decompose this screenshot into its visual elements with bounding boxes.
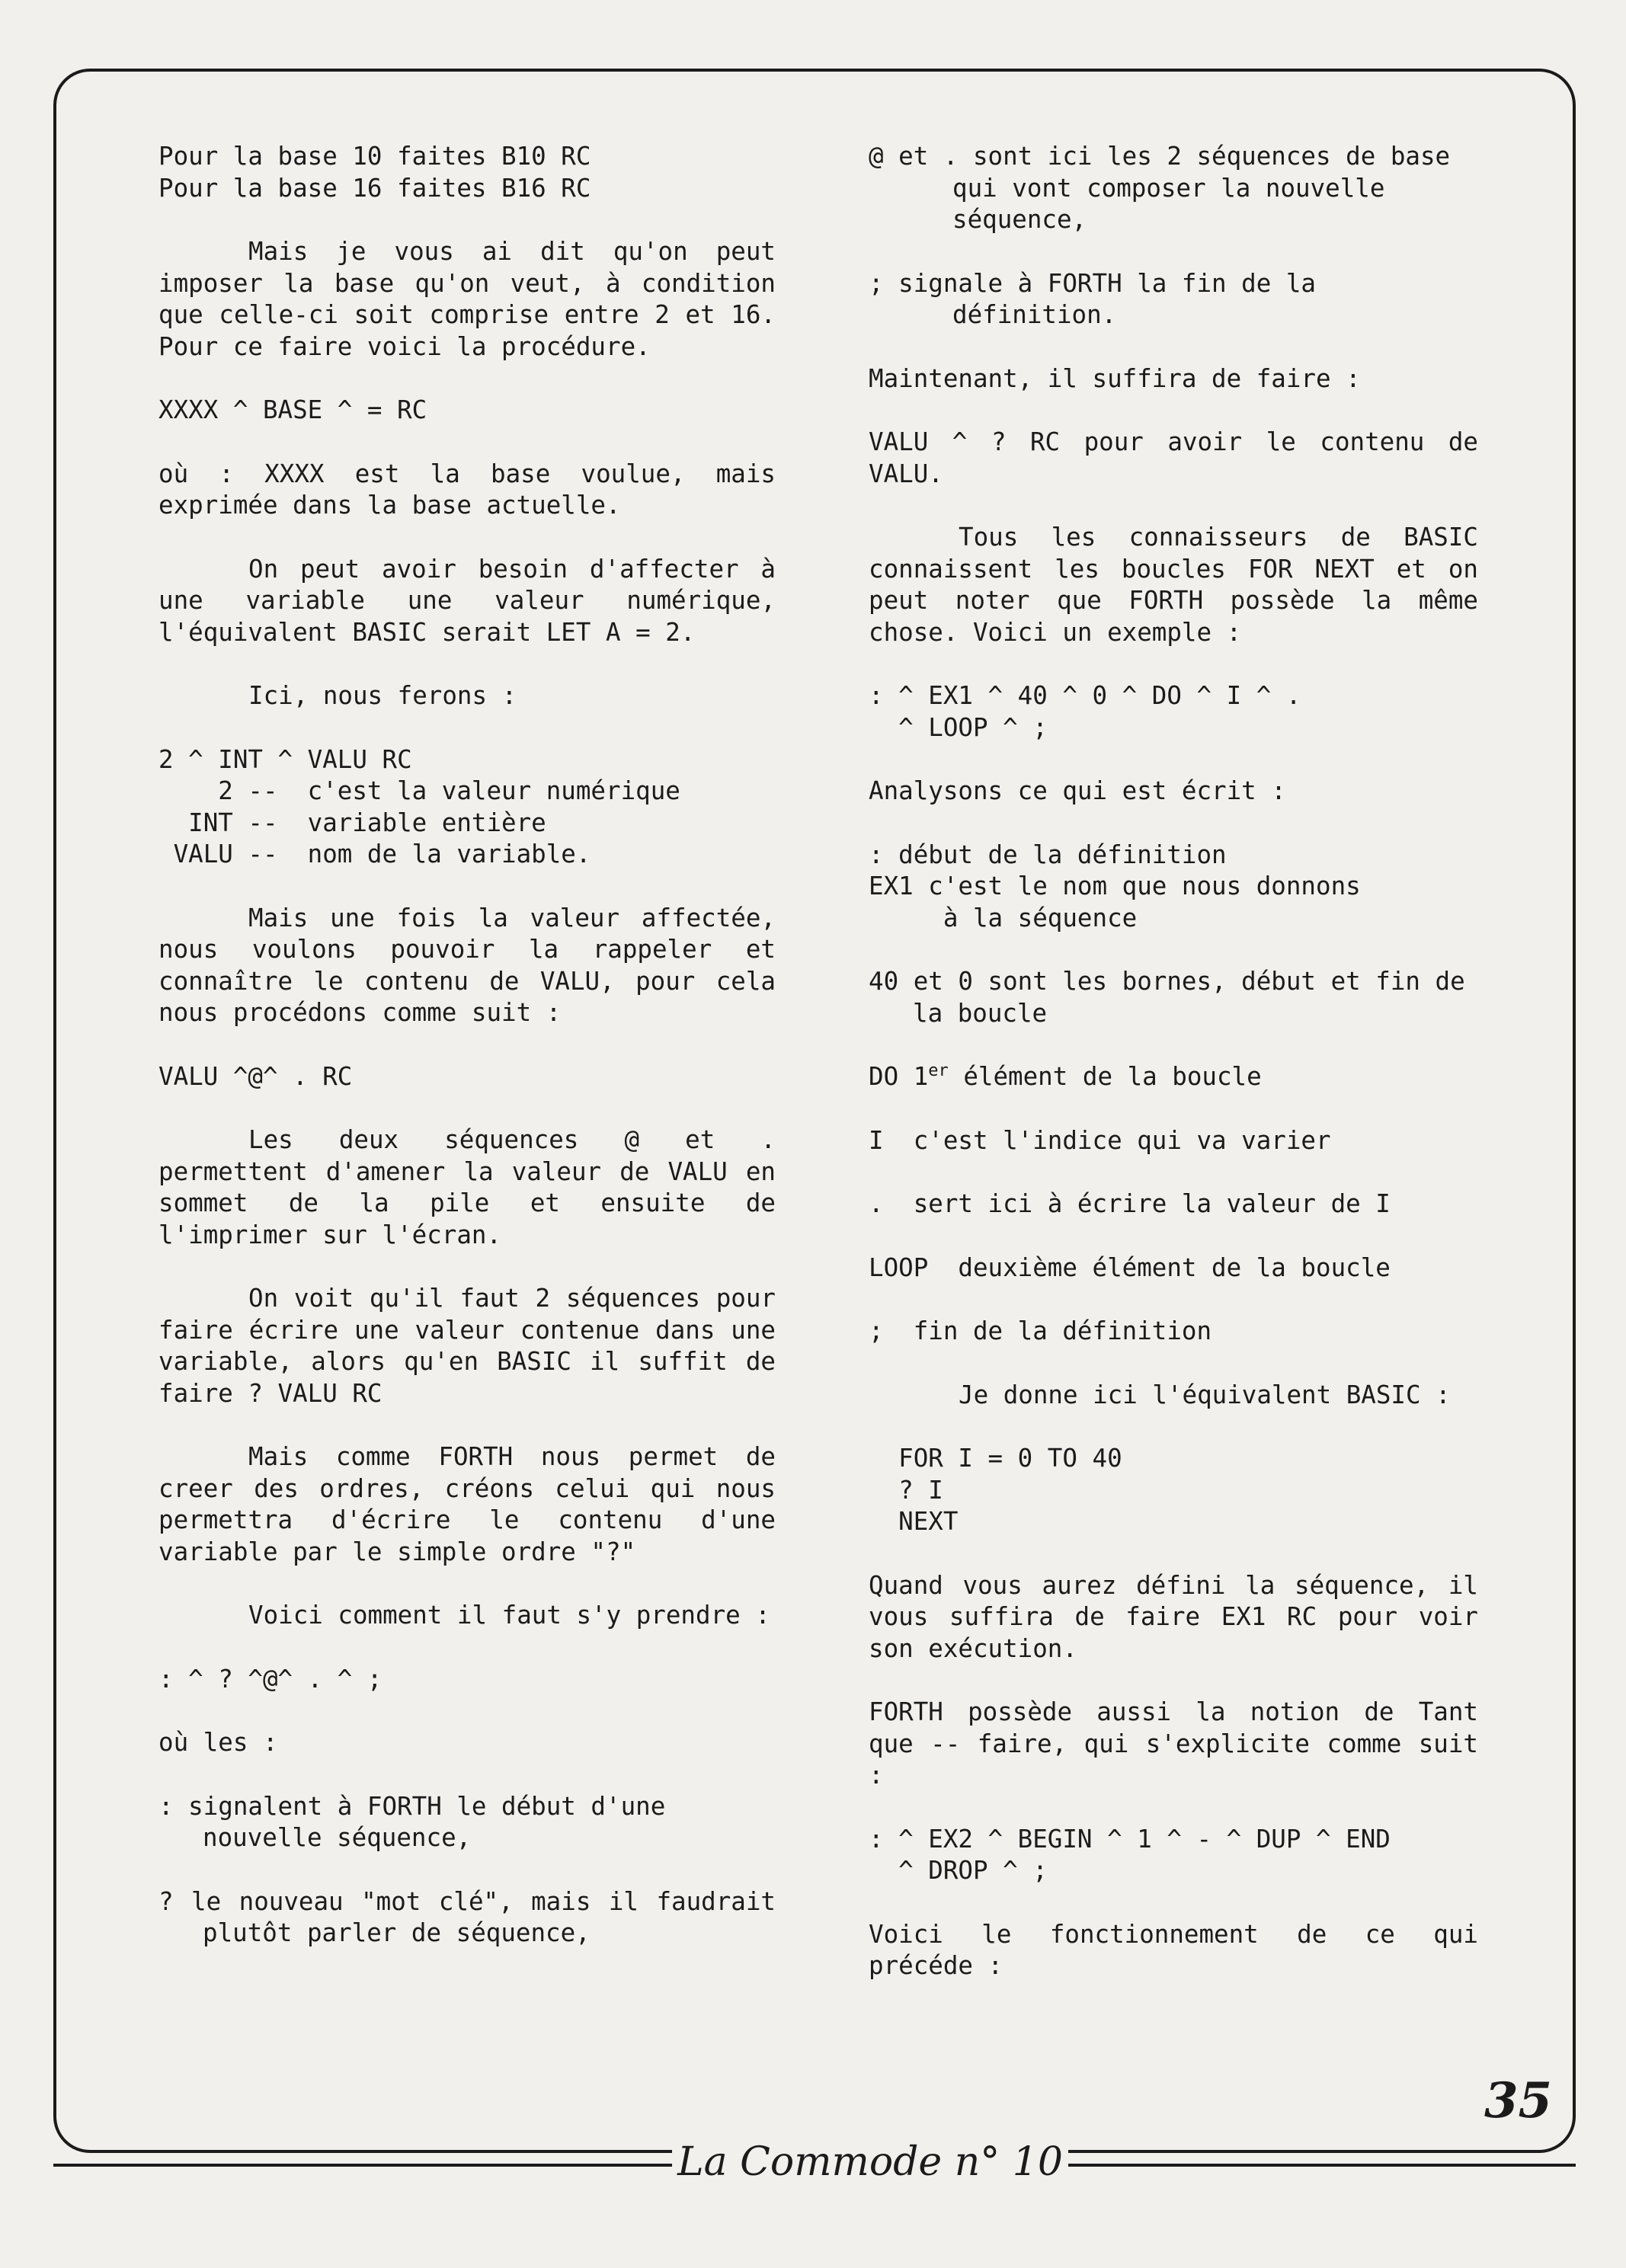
right-column <box>869 141 1478 2014</box>
paragraph: LOOP deuxième élément de la boucle <box>869 1252 1391 1282</box>
paragraph: Voici le fonctionnement de ce qui précéde : <box>869 1919 1478 1980</box>
code-block <box>869 680 1478 744</box>
paragraph: Tous les connaisseurs de BASIC connaissent les boucles FOR NEXT et on peut noter que FORTH possède la même chose. Voici un exemple : <box>869 523 1478 647</box>
code-line: : ^ ? ^@^ . ^ ; <box>158 1664 382 1694</box>
paragraph: Voici comment il faut s'y prendre : <box>248 1601 770 1630</box>
paragraph: @ et . sont ici les 2 séquences de base qui vont composer la nouvelle séquence, <box>869 142 1451 234</box>
code-block <box>869 1443 1478 1538</box>
paragraph: ? le nouveau "mot clé", mais il faudrait plutôt parler de séquence, <box>158 1886 776 1947</box>
paragraph: ; fin de la définition <box>869 1316 1212 1345</box>
paragraph: ; signale à FORTH la fin de la définition. <box>869 268 1316 329</box>
paragraph: : signalent à FORTH le début d'une nouvelle séquence, <box>158 1791 666 1852</box>
code-block <box>158 744 776 871</box>
magazine-title: La Commode n° 10 <box>672 2132 1068 2193</box>
line: ? I <box>869 1475 943 1505</box>
paragraph <box>869 1061 1478 1093</box>
footer <box>53 2132 1576 2200</box>
paragraph: 40 et 0 sont les bornes, début et fin de la boucle <box>869 967 1465 1028</box>
paragraph: Mais une fois la valeur affectée, nous voulons pouvoir la rappeler et connaître le contenu de VALU, pour cela nous procédons comme suit : <box>158 903 776 1027</box>
line: INT -- variable entière <box>158 808 546 837</box>
code-line: VALU ^@^ . RC <box>158 1061 353 1091</box>
line: : ^ EX1 ^ 40 ^ 0 ^ DO ^ I ^ . <box>869 681 1301 710</box>
paragraph: où les : <box>158 1728 278 1757</box>
left-column <box>158 141 776 1982</box>
superscript: er <box>928 1061 949 1081</box>
line: 2 ^ INT ^ VALU RC <box>158 744 412 774</box>
paragraph: Analysons ce qui est écrit : <box>869 776 1286 805</box>
paragraph: On peut avoir besoin d'affecter à une variable une valeur numérique, l'équivalent BASIC serait LET A = 2. <box>158 554 776 647</box>
paragraph: I c'est l'indice qui va varier <box>869 1125 1331 1155</box>
line: à la séquence <box>869 903 1138 932</box>
line: VALU -- nom de la variable. <box>158 840 591 868</box>
line: Pour la base 16 faites B16 RC <box>158 173 591 203</box>
paragraph: Je donne ici l'équivalent BASIC : <box>959 1380 1451 1409</box>
line: NEXT <box>869 1507 959 1536</box>
paragraph: Quand vous aurez défini la séquence, il vous suffira de faire EX1 RC pour voir son exécution. <box>869 1570 1478 1663</box>
code-block <box>869 1824 1478 1887</box>
base-instructions <box>158 141 776 204</box>
line: ^ DROP ^ ; <box>869 1856 1048 1885</box>
paragraph: où : XXXX est la base voulue, mais exprimée dans la base actuelle. <box>158 459 776 520</box>
paragraph: Maintenant, il suffira de faire : <box>869 363 1361 393</box>
line: ^ LOOP ^ ; <box>869 712 1048 742</box>
line: : ^ EX2 ^ BEGIN ^ 1 ^ - ^ DUP ^ END <box>869 1824 1391 1854</box>
paragraph: Ici, nous ferons : <box>248 681 517 710</box>
paragraph: Mais comme FORTH nous permet de creer des ordres, créons celui qui nous permettra d'écrire le contenu d'une variable par le simple ordre "?" <box>158 1442 776 1566</box>
paragraph: Mais je vous ai dit qu'on peut imposer la base qu'on veut, à condition que celle-ci soit comprise entre 2 et 16. Pour ce faire voici la procédure. <box>158 237 776 361</box>
text: élément de la boucle <box>948 1062 1262 1091</box>
line: 2 -- c'est la valeur numérique <box>158 776 680 805</box>
page-number: 35 <box>1478 2072 1558 2129</box>
paragraph: VALU ^ ? RC pour avoir le contenu de VALU. <box>869 427 1478 488</box>
text: DO 1 <box>869 1062 929 1091</box>
paragraph: . sert ici à écrire la valeur de I <box>869 1189 1391 1218</box>
paragraph: FORTH possède aussi la notion de Tant que -- faire, qui s'explicite comme suit : <box>869 1697 1478 1790</box>
paragraph: Les deux séquences @ et . permettent d'amener la valeur de VALU en sommet de la pile et ensuite de l'imprimer sur l'écran. <box>158 1125 776 1249</box>
line: Pour la base 10 faites B10 RC <box>158 142 591 171</box>
paragraph: On voit qu'il faut 2 séquences pour faire écrire une valeur contenue dans une variable, alors qu'en BASIC il suffit de faire ? VALU RC <box>158 1284 776 1408</box>
line: : début de la définition <box>869 840 1227 869</box>
line: EX1 c'est le nom que nous donnons <box>869 872 1361 900</box>
code-line: XXXX ^ BASE ^ = RC <box>158 395 427 424</box>
definition-list <box>869 840 1478 935</box>
line: FOR I = 0 TO 40 <box>869 1444 1122 1473</box>
